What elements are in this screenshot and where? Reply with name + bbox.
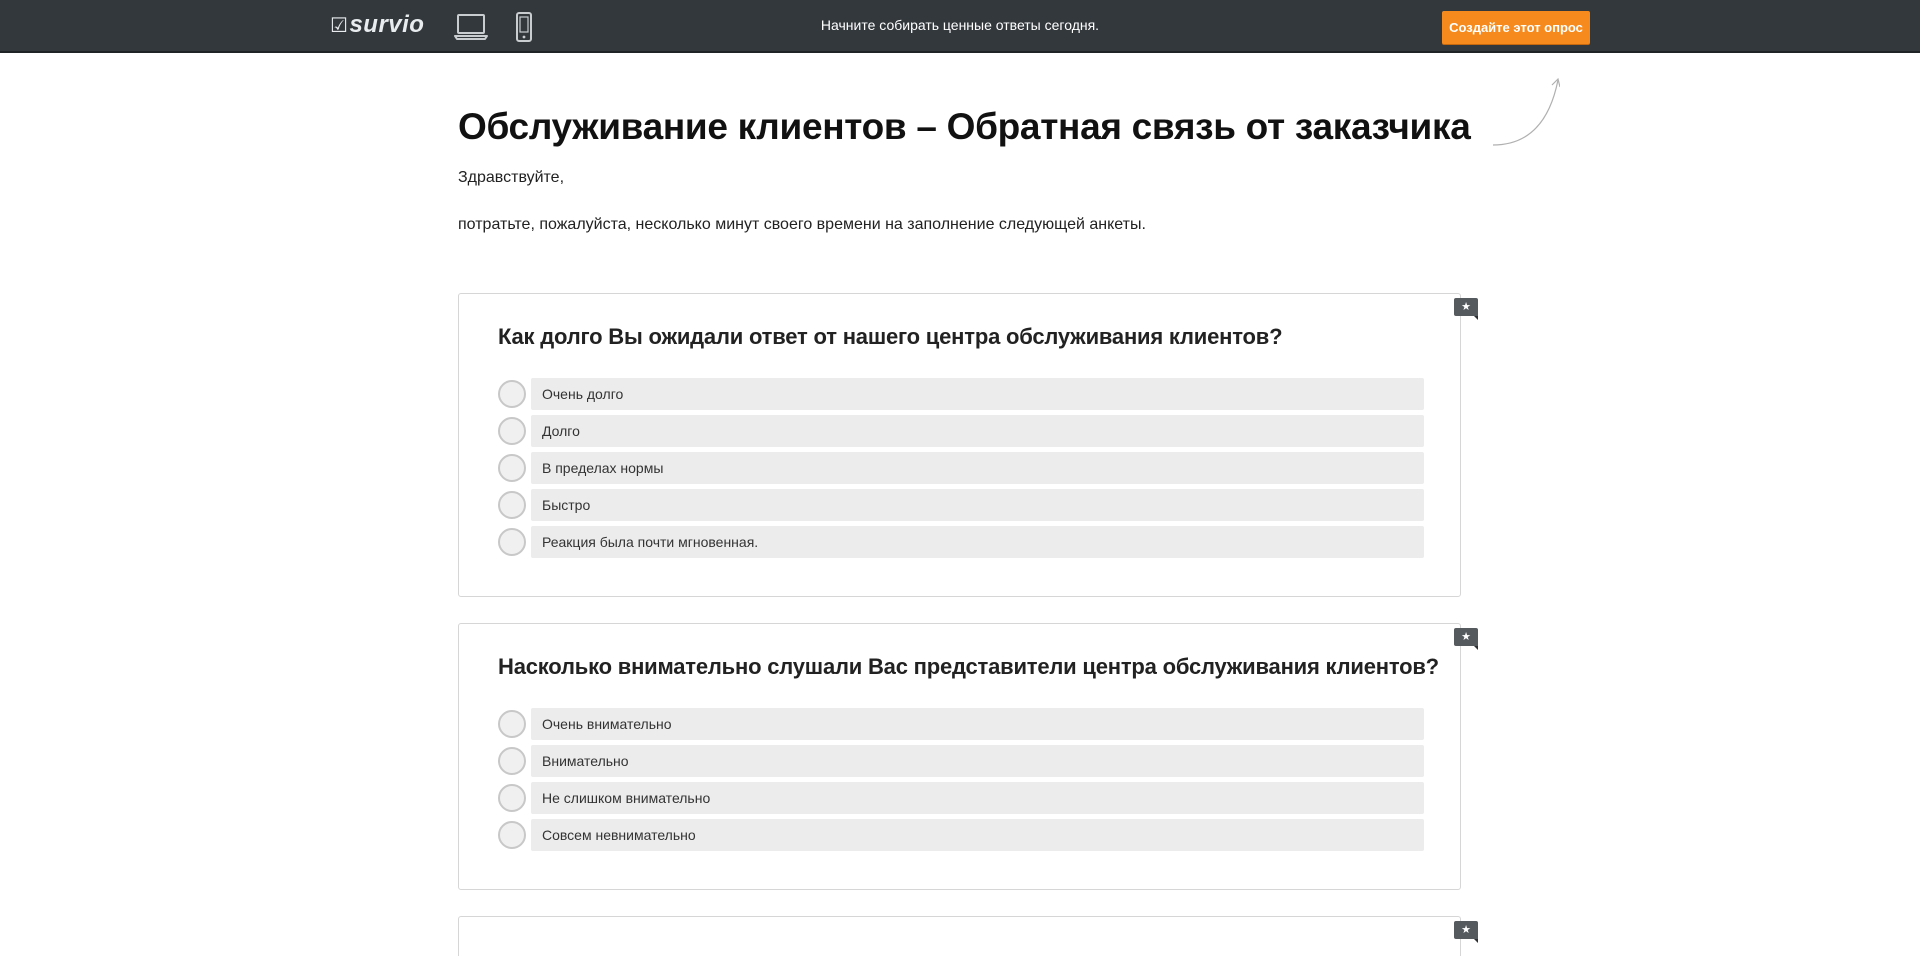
required-star-icon: ★ xyxy=(1454,298,1478,316)
survio-logo[interactable] xyxy=(330,11,424,39)
option-not-very-attentive[interactable] xyxy=(498,782,1424,814)
question-card-3 xyxy=(458,916,1471,956)
option-instant[interactable] xyxy=(498,526,1424,558)
radio-button[interactable] xyxy=(498,380,526,408)
option-very-attentive[interactable] xyxy=(498,708,1424,740)
logo-text: survio xyxy=(349,11,425,38)
option-label[interactable]: Совсем невнимательно xyxy=(531,819,1424,851)
radio-button[interactable] xyxy=(498,417,526,445)
option-label[interactable]: Долго xyxy=(531,415,1424,447)
option-label[interactable]: Не слишком внимательно xyxy=(531,782,1424,814)
radio-button[interactable] xyxy=(498,710,526,738)
radio-button[interactable] xyxy=(498,784,526,812)
create-survey-button[interactable]: Создайте этот опрос xyxy=(1442,11,1590,44)
option-label[interactable]: Очень внимательно xyxy=(531,708,1424,740)
radio-button[interactable] xyxy=(498,528,526,556)
option-attentive[interactable] xyxy=(498,745,1424,777)
radio-button[interactable] xyxy=(498,454,526,482)
laptop-icon[interactable] xyxy=(454,13,488,41)
intro-text: потратьте, пожалуйста, несколько минут своего времени на заполнение следующей анкеты. xyxy=(458,216,1146,233)
option-label[interactable]: Реакция была почти мгновенная. xyxy=(531,526,1424,558)
option-label[interactable]: В пределах нормы xyxy=(531,452,1424,484)
question-card-2 xyxy=(458,623,1471,890)
question-card-1 xyxy=(458,293,1471,597)
radio-button[interactable] xyxy=(498,747,526,775)
decorative-arrow-icon xyxy=(1490,75,1560,150)
option-very-long[interactable] xyxy=(498,378,1424,410)
checkbox-logo-icon: ☑ xyxy=(330,14,349,37)
question-title: Насколько внимательно слушали Вас представители центра обслуживания клиентов? xyxy=(498,654,1439,679)
page-title: Обслуживание клиентов – Обратная связь от заказчика xyxy=(458,106,1471,147)
option-label[interactable]: Очень долго xyxy=(531,378,1424,410)
promo-text: Начните собирать ценные ответы сегодня. xyxy=(820,17,1100,33)
option-label[interactable]: Внимательно xyxy=(531,745,1424,777)
option-label[interactable]: Быстро xyxy=(531,489,1424,521)
radio-button[interactable] xyxy=(498,821,526,849)
options-list xyxy=(498,378,1424,563)
option-long[interactable] xyxy=(498,415,1424,447)
required-star-icon: ★ xyxy=(1454,628,1478,646)
required-star-icon: ★ xyxy=(1454,921,1478,939)
radio-button[interactable] xyxy=(498,491,526,519)
options-list xyxy=(498,708,1424,856)
question-title: Как долго Вы ожидали ответ от нашего центра обслуживания клиентов? xyxy=(498,324,1283,349)
option-inattentive[interactable] xyxy=(498,819,1424,851)
option-normal[interactable] xyxy=(498,452,1424,484)
greeting-text: Здравствуйте, xyxy=(458,169,565,186)
option-fast[interactable] xyxy=(498,489,1424,521)
phone-icon[interactable] xyxy=(515,12,533,42)
top-bar xyxy=(0,0,1920,53)
